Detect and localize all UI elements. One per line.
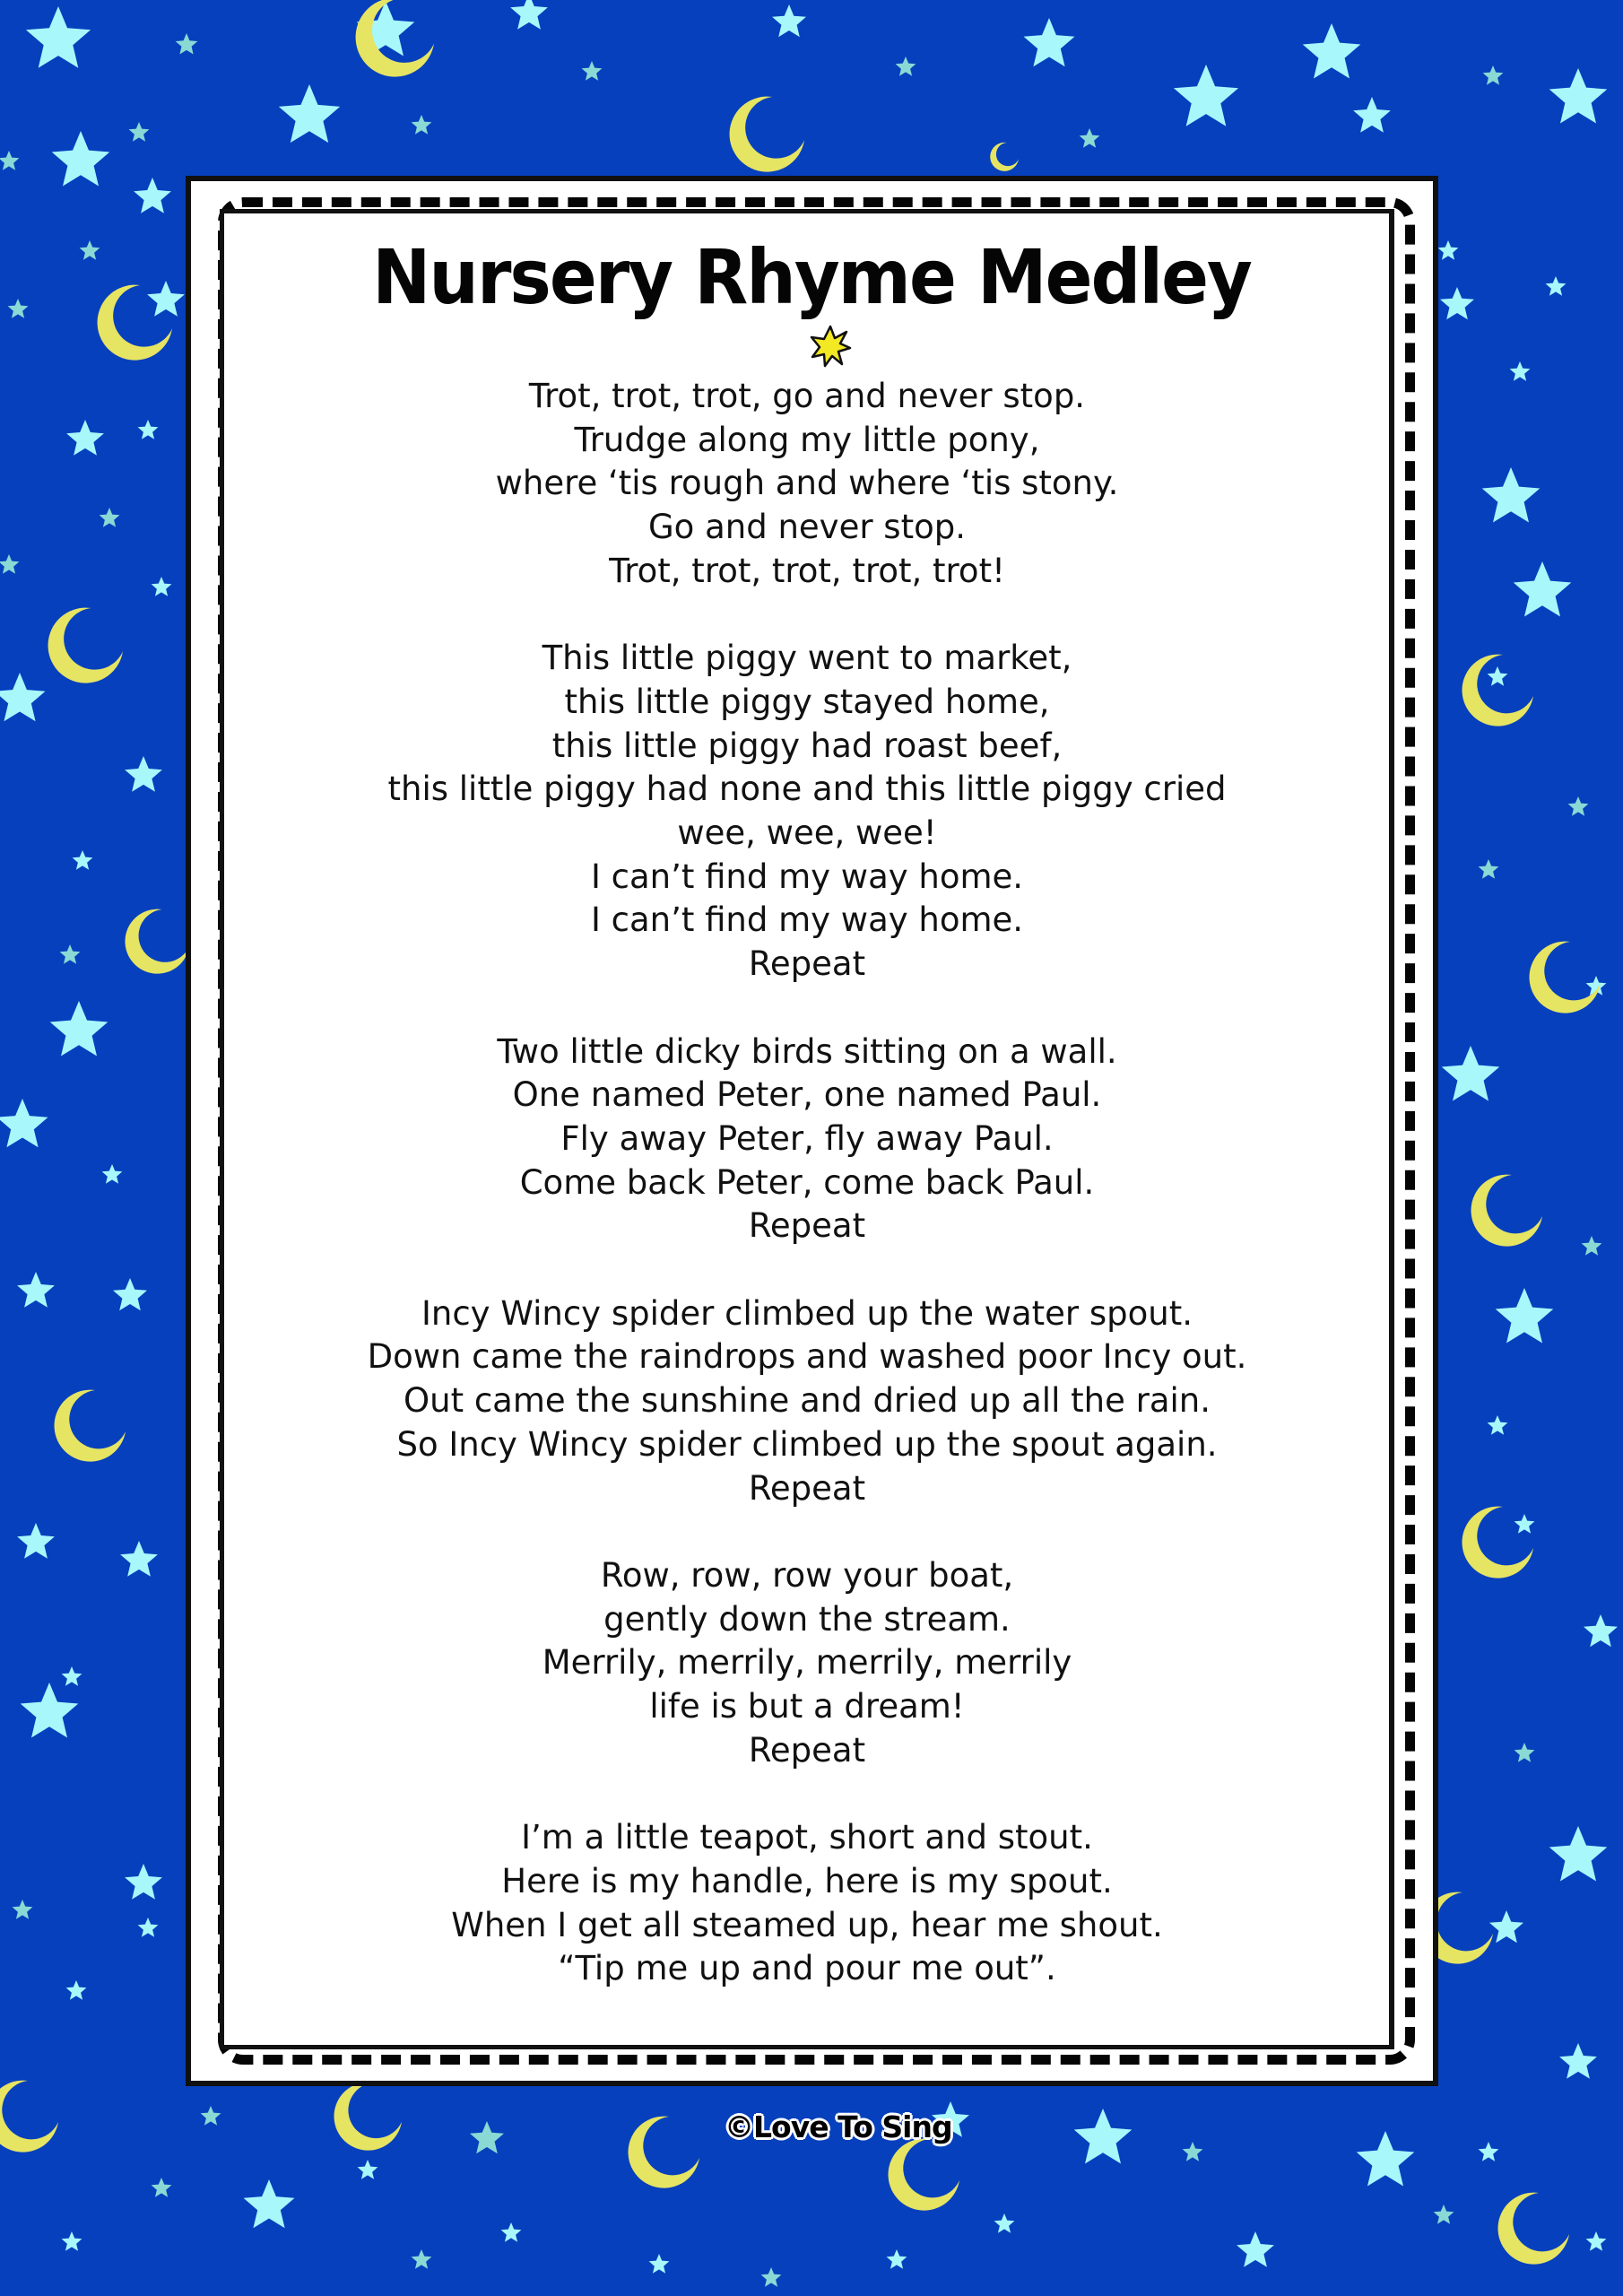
star-icon: [1237, 2231, 1274, 2267]
star-icon: [0, 1099, 48, 1147]
moon-icon: [889, 2139, 959, 2211]
stanza-this-little-piggy: [220, 637, 1394, 987]
star-icon: [17, 1523, 55, 1559]
star-icon: [1074, 2109, 1133, 2164]
lyric-line: Row, row, row your boat,: [600, 1555, 1014, 1595]
lyric-line: I’m a little teapot, short and stout.: [521, 1818, 1093, 1857]
star-icon: [358, 2160, 378, 2179]
lyric-line: Trot, trot, trot, trot, trot!: [609, 551, 1005, 590]
star-icon: [1482, 467, 1541, 523]
star-icon: [1559, 2043, 1597, 2079]
lyric-line: I can’t find my way home.: [590, 900, 1024, 940]
star-icon: [1568, 796, 1589, 816]
star-icon: [1515, 1514, 1535, 1534]
star-icon: [1586, 2231, 1607, 2251]
star-icon: [244, 2179, 295, 2228]
star-icon: [52, 131, 110, 187]
star-icon: [1584, 1614, 1618, 1647]
lyric-line: Trudge along my little pony,: [574, 420, 1040, 459]
lyric-line: One named Peter, one named Paul.: [512, 1075, 1102, 1115]
lyric-line: Fly away Peter, fly away Paul.: [560, 1118, 1054, 1158]
page-title: Nursery Rhyme Medley: [372, 234, 1251, 322]
moon-icon: [334, 2083, 402, 2151]
star-icon: [13, 1900, 33, 1919]
lyric-line: life is but a dream!: [649, 1687, 965, 1726]
star-icon: [125, 756, 162, 792]
moon-icon: [0, 2081, 58, 2152]
star-icon: [649, 2254, 670, 2274]
moon-icon: [1471, 1175, 1542, 1247]
star-icon: [896, 57, 916, 76]
lyric-line: this little piggy had none and this little piggy cried: [387, 770, 1227, 809]
star-icon: [125, 1864, 162, 1900]
star-icon: [26, 6, 91, 68]
star-icon: [17, 1272, 55, 1308]
star-icon: [152, 577, 172, 596]
star-icon: [66, 420, 104, 456]
moon-icon: [1462, 655, 1533, 726]
star-icon: [0, 151, 19, 170]
lyric-line: Incy Wincy spider climbed up the water spout.: [421, 1293, 1193, 1333]
star-icon: [887, 2249, 907, 2269]
star-icon: [1479, 2142, 1499, 2161]
star-icon: [1488, 1415, 1508, 1435]
stanza-trot-trot: [220, 375, 1394, 594]
star-icon: [1183, 2142, 1203, 2161]
star-icon: [1510, 361, 1531, 381]
star-icon: [73, 850, 93, 870]
star-icon: [1080, 128, 1100, 148]
lyric-line: This little piggy went to market,: [542, 639, 1072, 678]
lyric-line: So Incy Wincy spider climbed up the spout again.: [396, 1424, 1218, 1464]
star-icon: [1514, 561, 1572, 617]
moon-icon: [730, 97, 804, 172]
moon-icon: [1462, 1507, 1533, 1578]
lyric-line: When I get all steamed up, hear me shout.: [451, 1905, 1163, 1944]
star-icon: [1483, 65, 1504, 85]
lyric-line: Two little dicky birds sitting on a wall.: [497, 1031, 1117, 1071]
stanza-little-teapot: [220, 1816, 1394, 1991]
star-icon: [138, 420, 159, 439]
star-icon: [0, 673, 46, 721]
star-icon: [994, 2213, 1015, 2233]
star-icon: [120, 1541, 158, 1577]
star-icon: [113, 1278, 147, 1310]
star-icon: [1582, 1236, 1602, 1256]
star-icon: [1496, 1288, 1554, 1344]
star-icon: [129, 122, 150, 142]
moon-icon: [990, 143, 1019, 171]
star-icon: [1357, 2131, 1415, 2187]
star-icon: [138, 1918, 159, 1937]
star-icon: [21, 1683, 79, 1738]
star-icon: [1434, 2205, 1454, 2224]
star-icon: [501, 2222, 522, 2242]
lyrics: [220, 375, 1394, 2035]
lyric-line: “Tip me up and pour me out”.: [558, 1949, 1056, 1988]
star-icon: [1442, 1046, 1500, 1101]
lyric-line: wee, wee, wee!: [677, 813, 937, 853]
lyric-line: where ‘tis rough and where ‘tis stony.: [495, 464, 1119, 503]
star-icon: [1174, 65, 1238, 126]
star-icon: [582, 61, 603, 81]
star-icon: [1549, 1826, 1608, 1882]
star-icon: [470, 2121, 504, 2153]
moon-icon: [125, 909, 189, 974]
lyric-line: gently down the stream.: [603, 1599, 1011, 1639]
star-icon: [66, 1980, 87, 2000]
stanza-incy-wincy-spider: [220, 1292, 1394, 1511]
yellow-star-icon: [809, 325, 852, 368]
star-icon: [201, 2106, 221, 2126]
star-icon: [1024, 18, 1075, 66]
star-icon: [1303, 23, 1361, 79]
star-icon: [102, 1164, 123, 1184]
moon-icon: [1498, 2193, 1569, 2265]
star-icon: [60, 944, 81, 964]
lyric-line: Trot, trot, trot, go and never stop.: [528, 377, 1086, 415]
star-icon: [100, 508, 120, 527]
star-icon: [772, 4, 806, 37]
star-icon: [134, 178, 171, 213]
lyric-line: Merrily, merrily, merrily, merrily: [542, 1643, 1072, 1683]
star-icon: [1479, 859, 1499, 879]
lyric-line: Here is my handle, here is my spout.: [501, 1861, 1113, 1900]
star-icon: [62, 1666, 82, 1686]
lyric-line: Come back Peter, come back Paul.: [519, 1162, 1095, 1202]
moon-icon: [1530, 942, 1601, 1013]
star-icon: [0, 554, 19, 574]
star-icon: [62, 2231, 82, 2251]
moon-icon: [55, 1390, 126, 1462]
lyric-line: this little piggy stayed home,: [564, 682, 1050, 721]
moon-icon: [48, 608, 123, 683]
star-icon: [1488, 666, 1508, 686]
star-icon: [1353, 97, 1391, 133]
star-icon: [761, 2267, 782, 2287]
repeat-label: Repeat: [748, 1206, 866, 1246]
star-icon: [1549, 68, 1608, 124]
lyric-line: Out came the sunshine and dried up all the rain.: [404, 1381, 1211, 1421]
repeat-label: Repeat: [748, 1468, 866, 1508]
star-icon: [510, 0, 548, 30]
lyric-line: this little piggy had roast beef,: [551, 726, 1063, 765]
lyric-line: Go and never stop.: [648, 508, 966, 547]
stanza-row-your-boat: [220, 1554, 1394, 1773]
star-icon: [176, 33, 198, 55]
star-icon: [412, 2249, 432, 2269]
moon-icon: [629, 2117, 699, 2188]
copyright-label: ©Love To Sing: [725, 2109, 952, 2144]
star-icon: [152, 2178, 172, 2197]
stanza-two-little-dicky-birds: [220, 1031, 1394, 1249]
star-icon: [412, 115, 432, 135]
repeat-label: Repeat: [748, 1730, 866, 1770]
lyric-line: I can’t find my way home.: [590, 857, 1024, 896]
lyric-line: Down came the raindrops and washed poor Incy out.: [367, 1337, 1247, 1377]
repeat-label: Repeat: [748, 944, 866, 984]
star-icon: [1515, 1743, 1535, 1762]
star-icon: [1489, 1910, 1523, 1943]
star-icon: [279, 84, 340, 143]
star-icon: [50, 1001, 108, 1057]
